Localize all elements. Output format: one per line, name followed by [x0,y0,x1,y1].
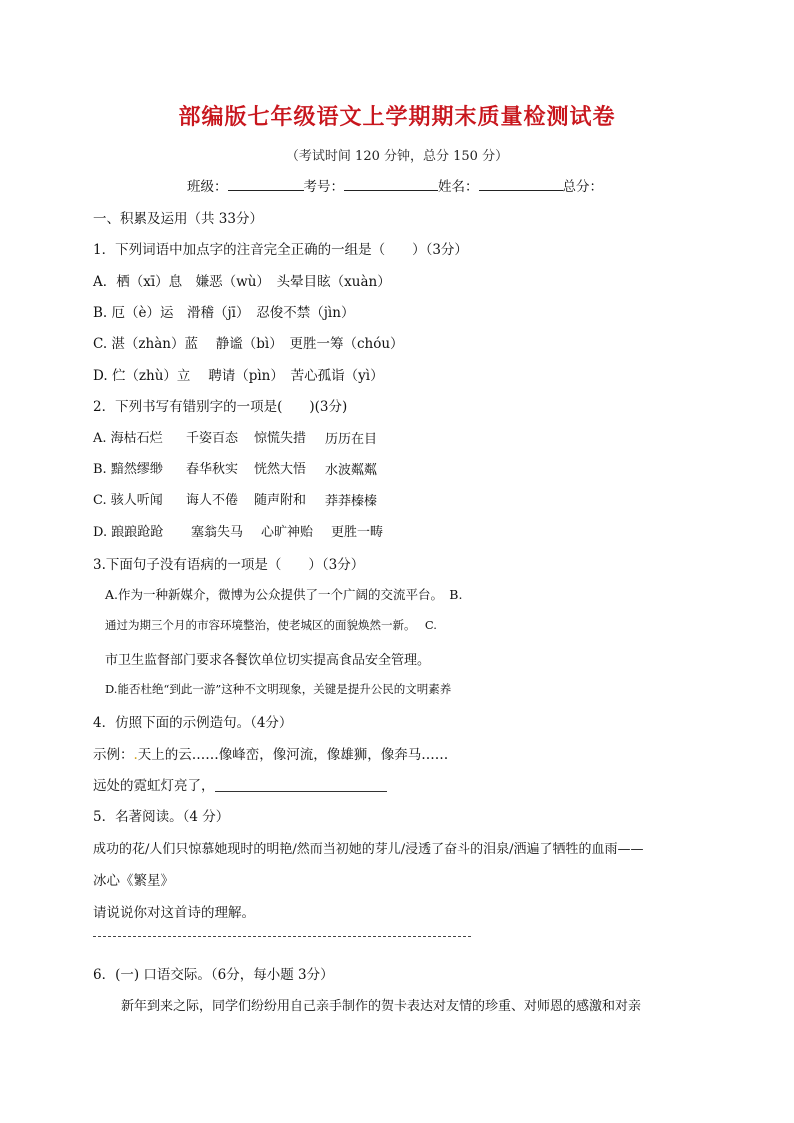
q4-answer-line [93,774,387,794]
q5-poem-line1: 成功的花/人们只惊慕她现时的明艳/然而当初她的芽儿/浸透了奋斗的泪泉/洒遍了牺牲的血雨—— [93,842,644,857]
q4-prompt: 远处的霓虹灯亮了， [93,778,215,794]
student-info-row [187,175,603,195]
q4-stem: 4．仿照下面的示例造句。（4分） [93,715,293,731]
section-heading: 一、积累及运用（共 33分） [93,211,263,227]
q1-option-b: B. 厄（è）运 滑稽（jī） 忍俊不禁（jìn） [93,305,355,321]
emphasis-dot-icon: . [133,747,138,763]
q2-c-2: 诲人不倦 [186,493,239,508]
exam-no-blank[interactable] [344,176,438,191]
score-label: 总分： [562,179,603,195]
q2-c-4: 莽莽榛榛 [325,494,378,509]
q2-c-3: 随声附和 [254,493,307,508]
q2-b-3: 恍然大悟 [254,462,307,477]
q1-option-a: A．栖（xī）息 嫌恶（wù） 头晕目眩（xuàn） [93,274,391,290]
q4-example [93,743,448,763]
q2-b-1: B. 黯然缪缈 [93,462,163,477]
q3-option-c: 市卫生监督部门要求各餐饮单位切实提高食品安全管理。 [105,653,431,668]
class-blank[interactable] [228,176,304,191]
q2-a-4: 历历在目 [325,432,378,447]
q1-option-c: C. 湛（zhàn）蓝 静谧（bì） 更胜一筹（chóu） [93,336,404,352]
q3-option-a: A.作为一种新媒介，微博为公众提供了一个广阔的交流平台。 B. [105,587,463,602]
q2-a-2: 千姿百态 [186,431,239,446]
q3-option-d: D.能否杜绝“到此一游”这种不文明现象，关键是提升公民的文明素养 [105,682,452,696]
q2-a-3: 惊慌失措 [254,431,307,446]
exam-no-label: 考号： [303,179,344,195]
q2-b-2: 春华秋实 [186,462,239,477]
q5-poem-source: 冰心《繁星》 [93,873,174,889]
exam-subtitle: （考试时间 120 分钟，总分 150 分） [285,149,509,164]
q5-answer-line[interactable] [93,936,471,937]
q6-passage: 新年到来之际，同学们纷纷用自己亲手制作的贺卡表达对友情的珍重、对师恩的感激和对亲 [121,999,642,1014]
q4-answer-blank[interactable] [215,781,387,792]
name-label: 姓名： [438,179,479,195]
q2-b-4: 水波粼粼 [325,463,378,478]
exam-title: 部编版七年级语文上学期期末质量检测试卷 [178,104,616,130]
q1-stem: 1．下列词语中加点字的注音完全正确的一组是（ ）（3分） [93,242,468,258]
q2-stem: 2．下列书写有错别字的一项是( )(3分) [93,399,348,415]
q2-d-4: 更胜一畴 [331,525,384,540]
q2-a-1: A. 海枯石烂 [93,431,163,446]
name-blank[interactable] [479,176,563,191]
q5-stem: 5．名著阅读。（4 分） [93,809,230,825]
q3-option-b: 通过为期三个月的市容环境整治，使老城区的面貌焕然一新。 C. [105,618,437,632]
q2-d-1: D. 踉踉跄跄 [93,525,164,540]
q3-stem: 3.下面句子没有语病的一项是（ ）（3分） [93,557,365,573]
q4-example-text: 天上的云……像峰峦，像河流，像雄狮，像奔马…… [137,747,449,763]
q6-stem: 6．(一) 口语交际。（6分，每小题 3分） [93,967,334,983]
q2-d-3: 心旷神贻 [261,525,314,540]
q1-option-d: D. 伫（zhù）立 聘请（pìn） 苦心孤诣（yì） [93,368,384,384]
class-label: 班级： [187,179,228,195]
q2-c-1: C. 骇人听闻 [93,493,163,508]
q2-d-2: 塞翁失马 [191,525,244,540]
q4-example-prefix: 示例： [93,747,134,763]
q5-ask: 请说说你对这首诗的理解。 [93,905,255,921]
